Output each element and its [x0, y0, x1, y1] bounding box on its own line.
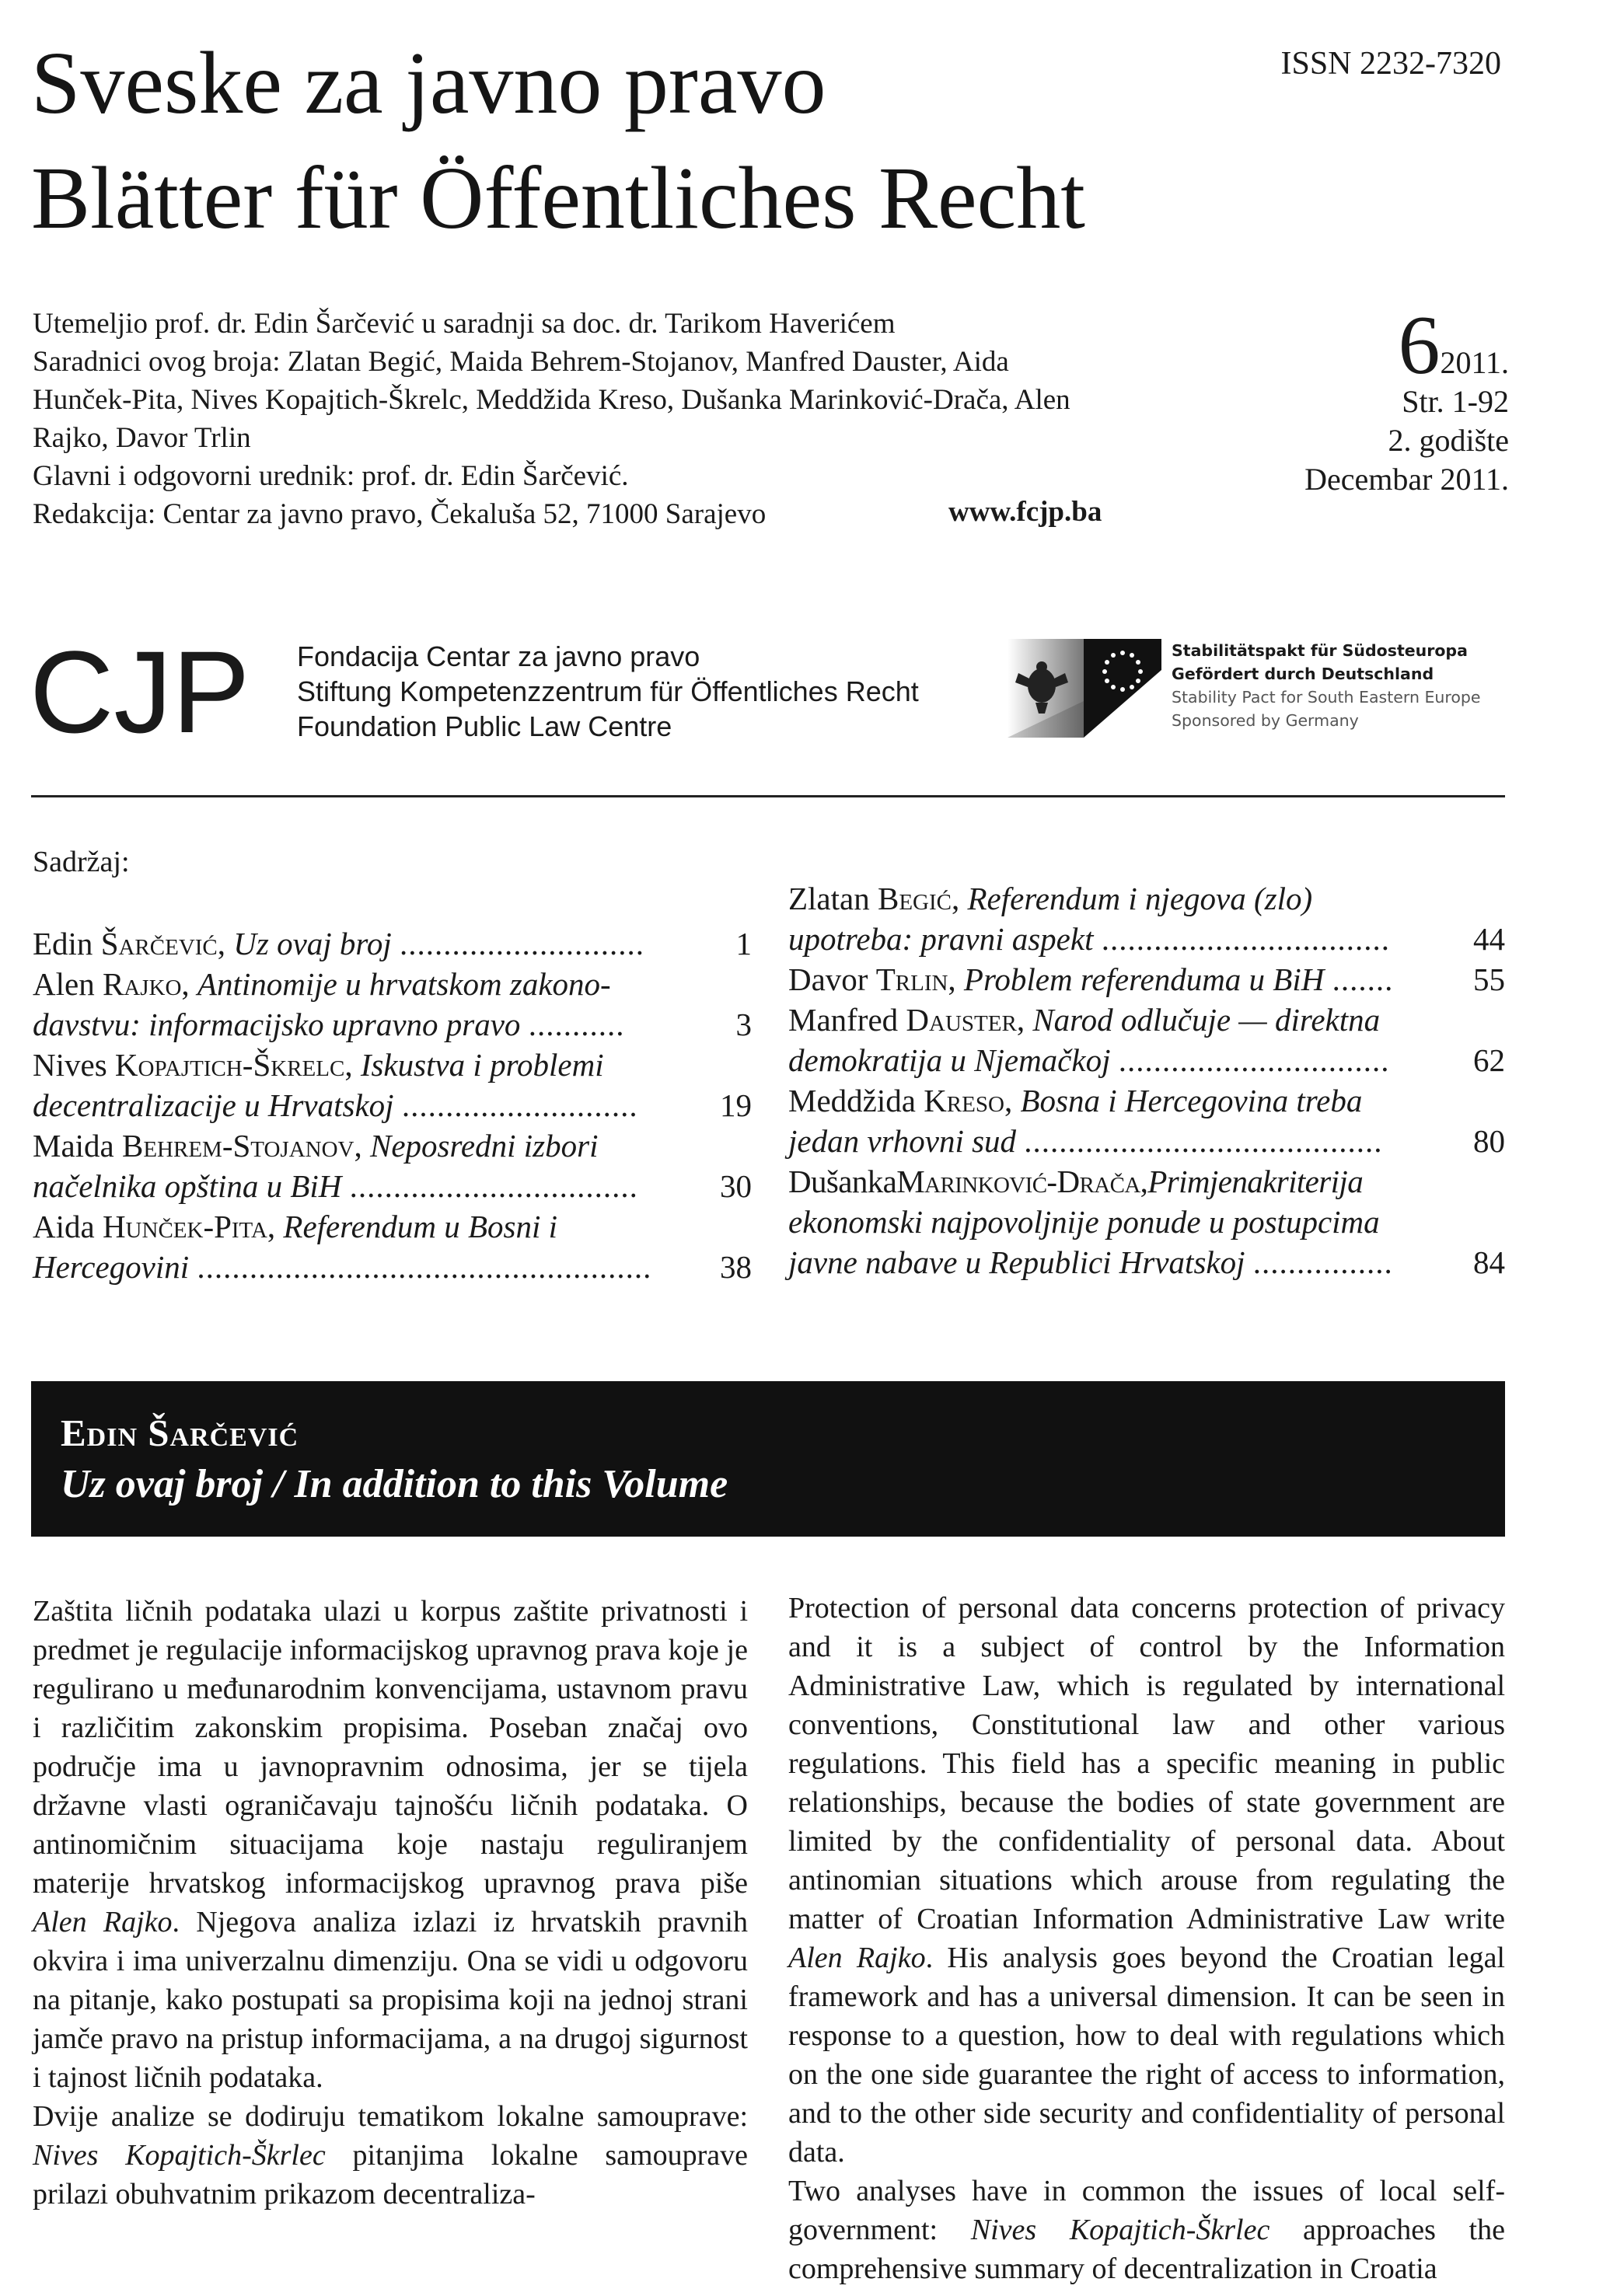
toc-entry[interactable]: Maida Behrem-Stojanov, Neposredni izbori načelnika opština u BiH ................................. 30	[33, 1128, 752, 1204]
toc-right-column	[788, 878, 1505, 1282]
website-link[interactable]: www.fcjp.ba	[948, 496, 1102, 528]
header-divider	[31, 795, 1505, 797]
editorial-info	[33, 305, 1070, 533]
toc-entry[interactable]: Alen Rajko, Antinomije u hrvatskom zakono- davstvu: informacijsko upravno pravo ........... 3	[33, 966, 752, 1042]
stability-pact-logo	[1008, 639, 1161, 738]
article-title: Uz ovaj broj / In addition to this Volume	[61, 1462, 728, 1506]
toc-entry[interactable]: Manfred Dauster, Narod odlučuje — direktna demokratija u Njemačkoj ............................... 62	[788, 1002, 1505, 1078]
toc-entry[interactable]: Davor Trlin, Problem referenduma u BiH ....... 55	[788, 961, 1505, 997]
contributors-line-1: Saradnici ovog broja: Zlatan Begić, Maida Behrem-Stojanov, Manfred Dauster, Aida	[33, 346, 1009, 378]
toc-entry[interactable]: Edin Šarčević, Uz ovaj broj ............................ 1	[33, 926, 752, 961]
editor-line: Glavni i odgovorni urednik: prof. dr. Edin Šarčević.	[33, 460, 629, 492]
toc-left-column	[33, 923, 752, 1287]
contributors-line-2: Hunček-Pita, Nives Kopajtich-Škrelc, Meddžida Kreso, Dušanka Marinković-Drača, Alen	[33, 384, 1070, 416]
foundation-name-bosnian: Fondacija Centar za javno pravo	[297, 640, 700, 672]
foundation-name-english: Foundation Public Law Centre	[297, 710, 672, 742]
article-title-box	[31, 1381, 1505, 1537]
toc-heading: Sadržaj:	[33, 846, 130, 878]
sponsor-en: Sponsored by Germany	[1172, 711, 1359, 730]
cjp-logo: CJP	[30, 626, 250, 757]
body-column-english	[788, 1589, 1505, 2288]
stability-pact-de: Stabilitätspakt für Südosteuropa	[1172, 641, 1468, 660]
sponsor-de: Gefördert durch Deutschland	[1172, 665, 1434, 683]
issue-year: 2011.	[1440, 345, 1509, 380]
body-paragraph: Dvije analize se dodiruju tematikom lokalne samouprave: Nives Kopajtich-Škrlec pitanjima lokalne samouprave prilazi obuhvatnim prikazom decentraliza-	[33, 2100, 748, 2211]
foundation-names	[297, 639, 919, 744]
stability-pact-en: Stability Pact for South Eastern Europe	[1172, 688, 1481, 707]
toc-entry[interactable]: Zlatan Begić, Referendum i njegova (zlo) upotreba: pravni aspekt ................................. 44	[788, 881, 1505, 957]
foundation-name-german: Stiftung Kompetenzzentrum für Öffentliches Recht	[297, 675, 919, 707]
issue-number: 6	[1398, 299, 1441, 392]
issue-pages: Str. 1-92	[1402, 384, 1509, 419]
issn: ISSN 2232-7320	[1280, 46, 1501, 82]
toc-entry[interactable]: DušankaMarinković-Drača,Primjenakriterija ekonomski najpovoljnije ponude u postupcima javne nabave u Republici Hrvatskoj ................ 84	[788, 1164, 1505, 1280]
toc-entry[interactable]: Meddžida Kreso, Bosna i Hercegovina treba jedan vrhovni sud ......................................... 80	[788, 1083, 1505, 1159]
issue-date: Decembar 2011.	[1304, 462, 1509, 497]
stability-pact-emblem	[1008, 639, 1161, 738]
issue-volume: 2. godište	[1388, 423, 1509, 458]
toc-entry[interactable]: Nives Kopajtich-Škrelc, Iskustva i problemi decentralizacije u Hrvatskoj ........................... 19	[33, 1047, 752, 1123]
body-paragraph: Zaštita ličnih podataka ulazi u korpus zaštite privatnosti i predmet je regulacije informacijskog upravnog prava koje je regulirano u međunarodnim konvencijama, ustavnom pravu i različitim zakonskim propisima. Poseban značaj ovo područje ima u javnopravnim odnosima, jer se tijela državne vlasti ograničavaju tajnošću ličnih podataka. O antinomičnim situacijama koje nastaju reguliranjem materije hrvatskog informacijskog upravnog prava piše Alen Rajko. Njegova analiza izlazi iz hrvatskih pravnih okvira i ima univerzalnu dimenziju. Ona se vidi u odgovoru na pitanje, kako postupati sa propisima koji na jednoj strani jamče pravo na pristup informacijama, a na drugoj sigurnost i tajnost ličnih podataka.	[33, 1595, 748, 2094]
toc-entry[interactable]: Aida Hunček-Pita, Referendum u Bosni i Hercegovini .................................................... 38	[33, 1209, 752, 1285]
contributors-line-3: Rajko, Davor Trlin	[33, 422, 251, 454]
body-paragraph: Two analyses have in common the issues of local self-government: Nives Kopajtich-Škrlec approaches the comprehensive summary of decentralization in Croatia	[788, 2175, 1505, 2285]
founder-line: Utemeljio prof. dr. Edin Šarčević u saradnji sa doc. dr. Tarikom Haverićem	[33, 308, 896, 340]
stability-pact-text	[1172, 639, 1481, 732]
body-paragraph: Protection of personal data concerns protection of privacy and it is a subject of control by the Information Administrative Law, which is regulated by international conventions, Constitutional law and other various regulations. This field has a specific meaning in public relationships, because the bodies of state government are limited by the confidentiality of personal data. About antinomian situations which arouse from regulating the matter of Croatian Information Administrative Law write Alen Rajko. His analysis goes beyond the Croatian legal framework and has a universal dimension. It can be seen in response to a question, how to deal with regulations which on the one side guarantee the right of access to information, and to the other side security and confidentiality of personal data.	[788, 1592, 1505, 2169]
issue-info	[1304, 299, 1509, 499]
body-column-bosnian	[33, 1592, 748, 2214]
journal-title-german: Blätter für Öffentliches Recht	[31, 148, 1085, 247]
article-author: Edin Šarčević	[61, 1411, 299, 1454]
redaction-line: Redakcija: Centar za javno pravo, Čekaluša 52, 71000 Sarajevo	[33, 498, 767, 530]
journal-title-bosnian: Sveske za javno pravo	[31, 33, 826, 132]
